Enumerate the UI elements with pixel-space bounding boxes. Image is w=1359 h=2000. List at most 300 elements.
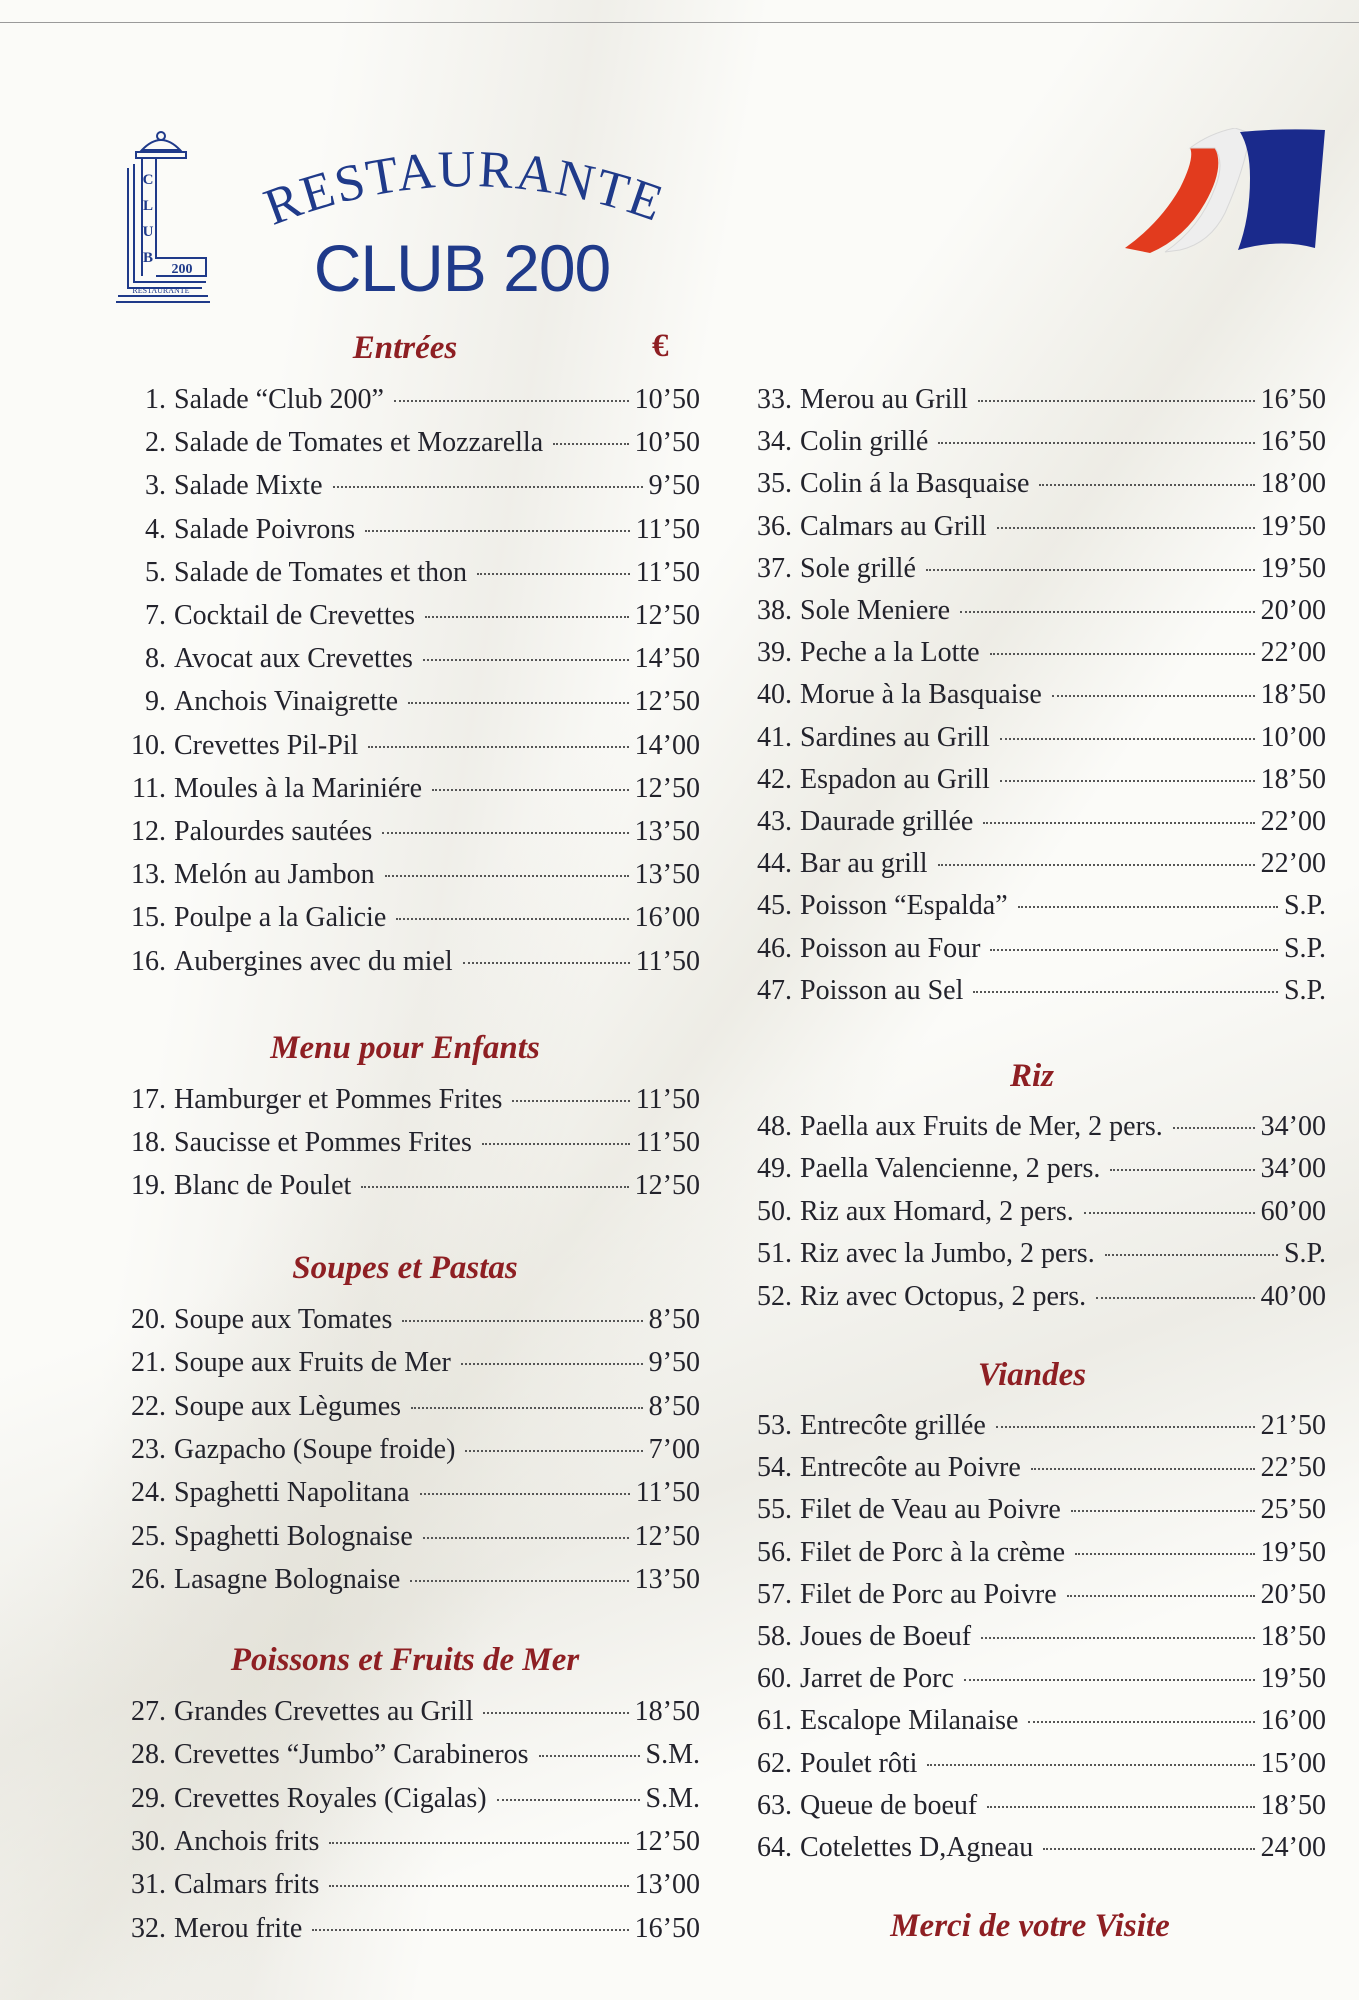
- menu-item-price: 16’50: [634, 1912, 700, 1944]
- menu-item-name: Merou frite: [174, 1912, 303, 1944]
- menu-item-price: S.M.: [645, 1782, 700, 1814]
- menu-item-name: Gazpacho (Soupe froide): [174, 1433, 456, 1465]
- dot-leader: [553, 443, 629, 445]
- menu-item: [118, 643, 700, 683]
- menu-item-price: S.P.: [1283, 932, 1326, 964]
- menu-item-name: Cotelettes D,Agneau: [800, 1832, 1034, 1863]
- menu-item: [118, 1783, 700, 1823]
- menu-item: [744, 1494, 1326, 1534]
- menu-item: [118, 514, 700, 554]
- menu-item: [744, 1537, 1326, 1577]
- menu-item-name: Avocat aux Crevettes: [174, 643, 413, 675]
- menu-item-number: 44.: [757, 848, 792, 880]
- footer-thanks: Merci de votre Visite: [890, 1908, 1170, 1944]
- menu-item: [118, 1477, 700, 1517]
- dot-leader: [990, 949, 1277, 951]
- menu-item-number: 24.: [131, 1477, 166, 1509]
- dot-leader: [973, 991, 1278, 993]
- menu-item-number: 58.: [757, 1621, 792, 1652]
- menu-item-name: Crevettes Royales (Cigalas): [174, 1782, 487, 1814]
- menu-item-name: Crevettes Pil-Pil: [174, 729, 359, 761]
- menu-item: [118, 902, 700, 942]
- menu-item: [744, 933, 1326, 973]
- menu-item: [744, 679, 1326, 719]
- menu-item-number: 42.: [757, 763, 792, 795]
- menu-item-price: 19’50: [1260, 510, 1326, 542]
- menu-item: [118, 600, 700, 640]
- menu-item-name: Calmars frits: [174, 1869, 320, 1901]
- dot-leader: [1052, 695, 1255, 697]
- menu-item-number: 46.: [757, 932, 792, 964]
- menu-item-number: 55.: [757, 1494, 792, 1526]
- dot-leader: [539, 1755, 640, 1757]
- dot-leader: [425, 616, 629, 618]
- menu-item-number: 38.: [757, 595, 792, 626]
- dot-leader: [1084, 1212, 1255, 1214]
- dot-leader: [960, 611, 1255, 613]
- menu-item-name: Filet de Porc à la crème: [800, 1536, 1066, 1568]
- menu-item: [744, 722, 1326, 762]
- menu-item: [118, 1170, 700, 1210]
- menu-item: [744, 511, 1326, 551]
- dot-leader: [410, 1580, 628, 1582]
- menu-item-number: 36.: [757, 510, 792, 542]
- menu-item-price: 11’50: [635, 1127, 700, 1158]
- dot-leader: [938, 864, 1255, 866]
- section-title-poissons: Poissons et Fruits de Mer: [230, 1642, 580, 1678]
- menu-item-name: Aubergines avec du miel: [174, 945, 453, 977]
- menu-item-price: 19’50: [1260, 1663, 1326, 1695]
- menu-item-price: 20’00: [1260, 595, 1326, 626]
- dot-leader: [402, 1320, 642, 1322]
- menu-item: [118, 470, 700, 510]
- menu-item-number: 12.: [131, 816, 166, 847]
- menu-item-number: 10.: [131, 729, 166, 761]
- menu-item-name: Saucisse et Pommes Frites: [174, 1127, 472, 1158]
- menu-item-number: 57.: [757, 1578, 792, 1610]
- menu-item: [118, 557, 700, 597]
- dot-leader: [408, 702, 629, 704]
- menu-item-name: Soupe aux Fruits de Mer: [174, 1347, 451, 1379]
- dot-leader: [461, 1363, 643, 1365]
- dot-leader: [983, 822, 1254, 824]
- dot-leader: [329, 1842, 628, 1844]
- menu-item-number: 29.: [131, 1782, 166, 1814]
- menu-item-number: 56.: [757, 1536, 792, 1568]
- menu-item-name: Poisson au Sel: [800, 974, 964, 1006]
- menu-item-number: 31.: [131, 1869, 166, 1901]
- menu-item-name: Sardines au Grill: [800, 721, 990, 753]
- menu-item-name: Spaghetti Napolitana: [174, 1477, 410, 1509]
- menu-item-price: 25’50: [1260, 1494, 1326, 1526]
- logo-letter-c: C: [142, 172, 154, 188]
- dot-leader: [997, 527, 1255, 529]
- menu-item-price: 12’50: [634, 600, 700, 631]
- menu-item-number: 21.: [131, 1347, 166, 1379]
- menu-item-name: Colin á la Basquaise: [800, 468, 1030, 500]
- menu-item-number: 17.: [131, 1084, 166, 1115]
- dot-leader: [926, 569, 1255, 571]
- menu-item-name: Poulpe a la Galicie: [174, 902, 387, 934]
- menu-item: [118, 1564, 700, 1604]
- dot-leader: [512, 1100, 629, 1102]
- menu-item-number: 16.: [131, 945, 166, 977]
- menu-item-number: 64.: [757, 1832, 792, 1863]
- menu-item-number: 32.: [131, 1912, 166, 1944]
- menu-item-price: 12’50: [634, 1520, 700, 1552]
- menu-item-name: Salade Poivrons: [174, 513, 356, 545]
- menu-item-price: 15’00: [1260, 1747, 1326, 1779]
- menu-item-price: S.P.: [1283, 890, 1326, 922]
- dot-leader: [465, 1450, 642, 1452]
- dot-leader: [1110, 1169, 1254, 1171]
- menu-item-price: 18’50: [1260, 1621, 1326, 1652]
- dot-leader: [423, 1537, 629, 1539]
- section-title-entrees: Entrées: [352, 330, 458, 366]
- top-edge-line: [0, 22, 1359, 23]
- menu-item: [744, 806, 1326, 846]
- menu-item-price: 16’50: [1260, 384, 1326, 415]
- menu-item-number: 30.: [131, 1825, 166, 1857]
- menu-item-number: 50.: [757, 1195, 792, 1227]
- dot-leader: [1031, 1468, 1255, 1470]
- menu-item-price: 13’00: [634, 1869, 700, 1901]
- menu-item-price: 22’50: [1260, 1452, 1326, 1484]
- menu-item-name: Salade “Club 200”: [174, 384, 384, 415]
- menu-item-price: 7’00: [648, 1433, 700, 1465]
- section-title-viandes: Viandes: [977, 1357, 1087, 1393]
- menu-item-price: 12’50: [634, 686, 700, 718]
- menu-item: [118, 384, 700, 424]
- menu-item-name: Queue de boeuf: [800, 1789, 978, 1821]
- menu-item-name: Bar au grill: [800, 848, 928, 880]
- menu-item-price: 40’00: [1260, 1280, 1326, 1312]
- dot-leader: [1071, 1510, 1255, 1512]
- dot-leader: [432, 789, 629, 791]
- dot-leader: [329, 1885, 628, 1887]
- menu-item-name: Poisson “Espalda”: [800, 890, 1008, 922]
- menu-item-price: 34’00: [1260, 1153, 1326, 1185]
- dot-leader: [964, 1679, 1255, 1681]
- menu-item-name: Paella aux Fruits de Mer, 2 pers.: [800, 1111, 1163, 1142]
- menu-item-price: 10’50: [634, 384, 700, 415]
- menu-item-number: 23.: [131, 1433, 166, 1465]
- menu-item: [744, 426, 1326, 466]
- menu-item: [118, 773, 700, 813]
- brand-arc-text: RESTAURANTE: [257, 140, 672, 237]
- dot-leader: [1039, 484, 1254, 486]
- menu-item: [118, 1739, 700, 1779]
- dot-leader: [368, 746, 628, 748]
- menu-item: [118, 816, 700, 856]
- logo-letter-l: L: [142, 198, 154, 214]
- menu-item-name: Crevettes “Jumbo” Carabineros: [174, 1739, 529, 1771]
- menu-item: [744, 1579, 1326, 1619]
- menu-item-number: 4.: [145, 513, 166, 545]
- menu-item-name: Melón au Jambon: [174, 859, 375, 891]
- menu-item-price: 10’00: [1260, 721, 1326, 753]
- menu-item-price: 11’50: [635, 556, 700, 588]
- menu-item-price: 14’50: [634, 643, 700, 675]
- menu-item-price: 11’50: [635, 513, 700, 545]
- menu-item-name: Riz aux Homard, 2 pers.: [800, 1195, 1074, 1227]
- menu-item-name: Sole Meniere: [800, 595, 951, 626]
- dot-leader: [927, 1764, 1254, 1766]
- dot-leader: [978, 400, 1255, 402]
- menu-item: [118, 1434, 700, 1474]
- menu-item-name: Cocktail de Crevettes: [174, 600, 416, 631]
- menu-item-price: 10’50: [634, 427, 700, 459]
- menu-item-name: Grandes Crevettes au Grill: [174, 1696, 474, 1727]
- menu-item-price: 22’00: [1260, 848, 1326, 880]
- menu-item-name: Spaghetti Bolognaise: [174, 1520, 413, 1552]
- menu-item-name: Espadon au Grill: [800, 763, 990, 795]
- dot-leader: [382, 832, 628, 834]
- logo-number: 200: [171, 262, 193, 277]
- dot-leader: [420, 1493, 630, 1495]
- menu-item-name: Salade Mixte: [174, 470, 323, 502]
- menu-item-number: 49.: [757, 1153, 792, 1185]
- menu-item-name: Daurade grillée: [800, 806, 974, 837]
- dot-leader: [1173, 1127, 1255, 1129]
- dot-leader: [996, 1426, 1255, 1428]
- svg-text:RESTAURANTE: [257, 141, 671, 237]
- menu-item: [744, 468, 1326, 508]
- menu-item-number: 41.: [757, 721, 792, 753]
- logo-letter-b: B: [142, 250, 154, 266]
- menu-item-number: 47.: [757, 974, 792, 1006]
- menu-item-number: 33.: [757, 384, 792, 415]
- menu-item-number: 39.: [757, 637, 792, 669]
- menu-item: [118, 1826, 700, 1866]
- menu-item-name: Soupe aux Lègumes: [174, 1390, 402, 1422]
- menu-item-name: Soupe aux Tomates: [174, 1304, 393, 1335]
- menu-item-price: 18’00: [1260, 468, 1326, 500]
- french-flag-icon: [1120, 128, 1325, 253]
- menu-item-name: Palourdes sautées: [174, 816, 373, 847]
- menu-item-name: Entrecôte grillée: [800, 1410, 986, 1441]
- dot-leader: [1028, 1721, 1254, 1723]
- menu-item-number: 20.: [131, 1304, 166, 1335]
- menu-item-number: 15.: [131, 902, 166, 934]
- menu-item-price: 18’50: [1260, 1789, 1326, 1821]
- menu-item-price: 16’00: [634, 902, 700, 934]
- menu-item: [744, 1410, 1326, 1450]
- menu-item-number: 35.: [757, 468, 792, 500]
- logo-caption: RESTAURANTE: [132, 286, 190, 295]
- menu-item-number: 26.: [131, 1563, 166, 1595]
- menu-item-price: 16’50: [1260, 426, 1326, 458]
- menu-item-name: Paella Valencienne, 2 pers.: [800, 1153, 1101, 1185]
- menu-item-price: 11’50: [635, 945, 700, 977]
- menu-item: [118, 1347, 700, 1387]
- menu-item-number: 54.: [757, 1452, 792, 1484]
- menu-item: [744, 1663, 1326, 1703]
- menu-item-name: Entrecôte au Poivre: [800, 1452, 1021, 1484]
- menu-item-price: 9’50: [648, 1347, 700, 1379]
- menu-item: [744, 553, 1326, 593]
- menu-item: [744, 848, 1326, 888]
- menu-item: [118, 1521, 700, 1561]
- menu-item-number: 22.: [131, 1390, 166, 1422]
- menu-item-price: 34’00: [1260, 1111, 1326, 1142]
- dot-leader: [463, 962, 630, 964]
- menu-item: [744, 975, 1326, 1015]
- menu-item-price: 20’50: [1260, 1578, 1326, 1610]
- menu-item-price: 22’00: [1260, 637, 1326, 669]
- menu-item-price: 21’50: [1260, 1410, 1326, 1441]
- menu-item-name: Merou au Grill: [800, 384, 968, 415]
- menu-item-name: Poulet rôti: [800, 1747, 918, 1779]
- section-title-menu-enfants: Menu pour Enfants: [270, 1030, 540, 1066]
- menu-item-name: Jarret de Porc: [800, 1663, 954, 1695]
- menu-item-number: 25.: [131, 1520, 166, 1552]
- dot-leader: [333, 486, 643, 488]
- menu-item: [744, 1705, 1326, 1745]
- menu-item-price: 8’50: [648, 1390, 700, 1422]
- menu-item-number: 63.: [757, 1789, 792, 1821]
- menu-item-number: 48.: [757, 1111, 792, 1142]
- dot-leader: [497, 1799, 640, 1801]
- menu-item: [744, 1621, 1326, 1661]
- dot-leader: [361, 1186, 628, 1188]
- menu-item-number: 37.: [757, 552, 792, 584]
- menu-item: [118, 730, 700, 770]
- menu-item-price: 60’00: [1260, 1195, 1326, 1227]
- dot-leader: [1105, 1254, 1278, 1256]
- club-200-logo: [112, 128, 210, 304]
- dot-leader: [396, 918, 628, 920]
- menu-item: [118, 1869, 700, 1909]
- dot-leader: [1000, 780, 1255, 782]
- menu-item: [118, 859, 700, 899]
- menu-item-number: 62.: [757, 1747, 792, 1779]
- menu-item-name: Joues de Boeuf: [800, 1621, 972, 1652]
- menu-item-name: Escalope Milanaise: [800, 1705, 1019, 1737]
- menu-item-number: 34.: [757, 426, 792, 458]
- menu-item-price: 11’50: [635, 1084, 700, 1115]
- menu-item: [744, 1111, 1326, 1151]
- dot-leader: [1096, 1297, 1255, 1299]
- section-title-riz: Riz: [1009, 1058, 1055, 1094]
- menu-item-price: 18’50: [634, 1696, 700, 1727]
- menu-item-number: 2.: [145, 427, 166, 459]
- menu-item-name: Hamburger et Pommes Frites: [174, 1084, 503, 1115]
- menu-item-name: Riz avec Octopus, 2 pers.: [800, 1280, 1087, 1312]
- menu-item: [744, 1238, 1326, 1278]
- menu-item-name: Peche a la Lotte: [800, 637, 980, 669]
- menu-item-name: Morue à la Basquaise: [800, 679, 1042, 711]
- menu-item-price: S.P.: [1283, 1238, 1326, 1270]
- menu-item: [744, 1748, 1326, 1788]
- menu-item-number: 40.: [757, 679, 792, 711]
- menu-item-price: 24’00: [1260, 1832, 1326, 1863]
- menu-item-number: 3.: [145, 470, 166, 502]
- menu-item-name: Salade de Tomates et thon: [174, 556, 468, 588]
- menu-item-price: 12’50: [634, 1170, 700, 1201]
- menu-item: [118, 1696, 700, 1736]
- menu-item-price: 19’50: [1260, 552, 1326, 584]
- menu-item: [118, 1391, 700, 1431]
- menu-item-price: 12’50: [634, 1825, 700, 1857]
- menu-item-price: 13’50: [634, 1563, 700, 1595]
- menu-item-name: Sole grillé: [800, 552, 916, 584]
- menu-item-number: 53.: [757, 1410, 792, 1441]
- dot-leader: [312, 1929, 628, 1931]
- menu-item-name: Poisson au Four: [800, 932, 981, 964]
- menu-item-name: Salade de Tomates et Mozzarella: [174, 427, 544, 459]
- menu-item-name: Riz avec la Jumbo, 2 pers.: [800, 1238, 1095, 1270]
- menu-item-number: 28.: [131, 1739, 166, 1771]
- menu-item-number: 51.: [757, 1238, 792, 1270]
- dot-leader: [365, 530, 629, 532]
- menu-item-price: S.M.: [645, 1739, 700, 1771]
- menu-item-name: Colin grillé: [800, 426, 929, 458]
- menu-item: [744, 1452, 1326, 1492]
- menu-item: [744, 637, 1326, 677]
- dot-leader: [1067, 1595, 1255, 1597]
- menu-item-name: Calmars au Grill: [800, 510, 987, 542]
- dot-leader: [1075, 1553, 1255, 1555]
- menu-item: [118, 946, 700, 986]
- menu-item-number: 43.: [757, 806, 792, 837]
- menu-item: [118, 1913, 700, 1953]
- menu-item: [118, 1304, 700, 1344]
- menu-item-price: S.P.: [1283, 974, 1326, 1006]
- menu-item-name: Filet de Veau au Poivre: [800, 1494, 1061, 1526]
- menu-item-price: 13’50: [634, 816, 700, 847]
- menu-item-name: Blanc de Poulet: [174, 1170, 352, 1201]
- section-title-soupes-pastas: Soupes et Pastas: [292, 1250, 518, 1286]
- menu-item-name: Moules à la Mariniére: [174, 772, 423, 804]
- menu-item-number: 5.: [145, 556, 166, 588]
- menu-item: [744, 384, 1326, 424]
- menu-item-name: Filet de Porc au Poivre: [800, 1578, 1057, 1610]
- menu-item-price: 13’50: [634, 859, 700, 891]
- dot-leader: [477, 573, 630, 575]
- dot-leader: [981, 1637, 1255, 1639]
- menu-item-number: 60.: [757, 1663, 792, 1695]
- menu-item-number: 1.: [145, 384, 166, 415]
- menu-item-price: 19’50: [1260, 1536, 1326, 1568]
- menu-item: [118, 1127, 700, 1167]
- dot-leader: [423, 659, 629, 661]
- menu-item-number: 9.: [145, 686, 166, 718]
- brand-name: CLUB 200: [313, 231, 611, 305]
- dot-leader: [1000, 738, 1255, 740]
- menu-item-name: Anchois Vinaigrette: [174, 686, 399, 718]
- menu-item-price: 8’50: [648, 1304, 700, 1335]
- menu-item-number: 52.: [757, 1280, 792, 1312]
- dot-leader: [385, 875, 629, 877]
- menu-item: [744, 1832, 1326, 1872]
- dot-leader: [1018, 906, 1278, 908]
- menu-item-price: 11’50: [635, 1477, 700, 1509]
- dot-leader: [987, 1806, 1254, 1808]
- menu-item: [744, 1790, 1326, 1830]
- menu-item-name: Anchois frits: [174, 1825, 320, 1857]
- dot-leader: [483, 1712, 628, 1714]
- menu-item-price: 12’50: [634, 772, 700, 804]
- menu-item-price: 16’00: [1260, 1705, 1326, 1737]
- currency-label: €: [652, 328, 669, 364]
- menu-item: [744, 890, 1326, 930]
- menu-item-number: 8.: [145, 643, 166, 675]
- menu-item: [744, 1281, 1326, 1321]
- menu-item-number: 19.: [131, 1170, 166, 1201]
- dot-leader: [938, 442, 1254, 444]
- dot-leader: [411, 1407, 643, 1409]
